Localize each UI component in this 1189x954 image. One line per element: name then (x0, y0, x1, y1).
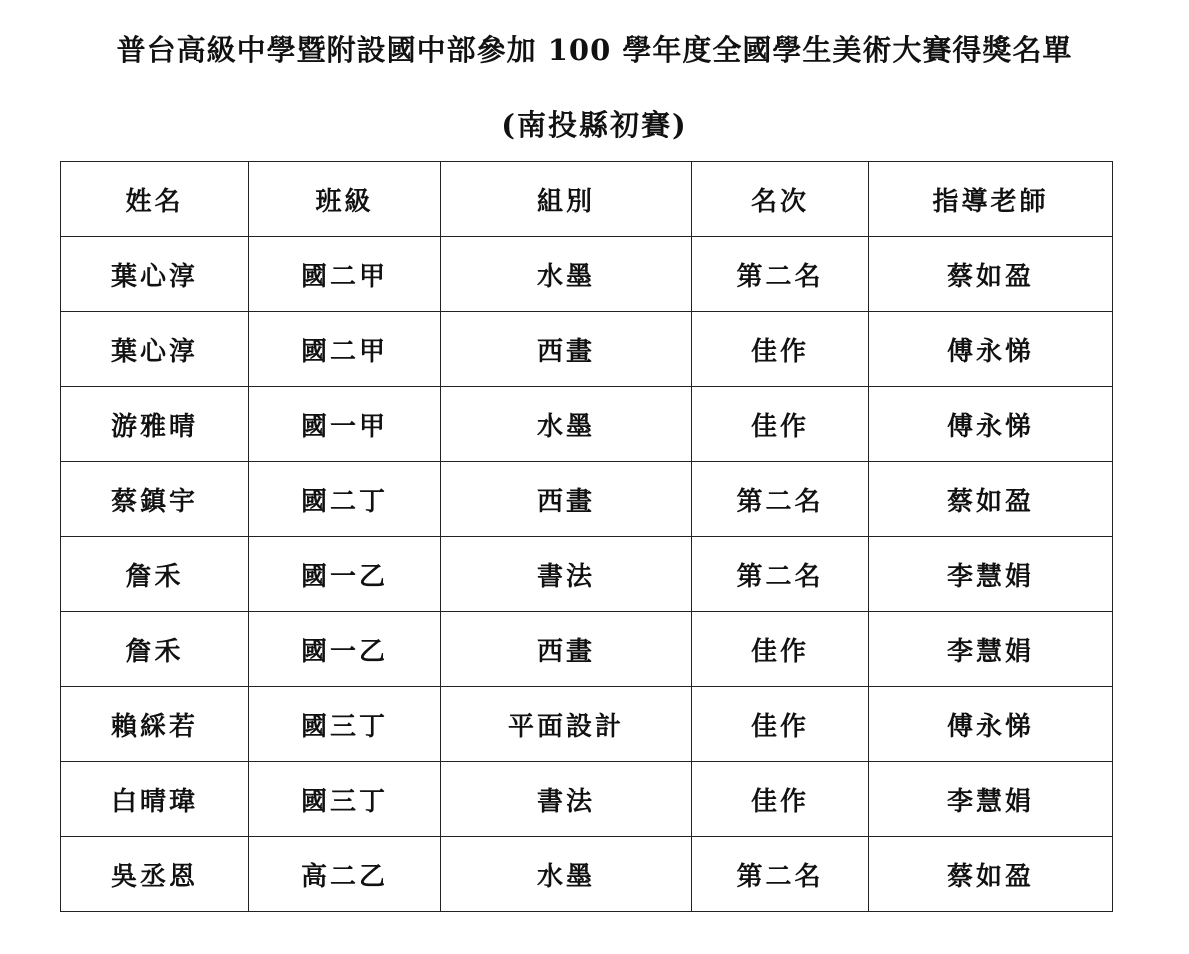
header-teacher: 指導老師 (869, 162, 1113, 237)
cell-category: 水墨 (441, 237, 692, 312)
cell-teacher: 李慧娟 (869, 762, 1113, 837)
cell-class: 國二丁 (249, 462, 441, 537)
cell-category: 書法 (441, 537, 692, 612)
cell-name: 游雅晴 (61, 387, 249, 462)
cell-category: 水墨 (441, 387, 692, 462)
table-header-row (61, 162, 1113, 237)
cell-name: 白晴瑋 (61, 762, 249, 837)
award-table (60, 161, 1113, 912)
header-class: 班級 (249, 162, 441, 237)
cell-class: 國二甲 (249, 312, 441, 387)
cell-name: 賴綵若 (61, 687, 249, 762)
cell-teacher: 傅永悌 (869, 687, 1113, 762)
cell-name: 葉心淳 (61, 237, 249, 312)
cell-teacher: 李慧娟 (869, 537, 1113, 612)
cell-rank: 第二名 (692, 837, 869, 912)
cell-rank: 佳作 (692, 687, 869, 762)
cell-rank: 第二名 (692, 462, 869, 537)
cell-category: 西畫 (441, 462, 692, 537)
table-row (61, 612, 1113, 687)
header-rank: 名次 (692, 162, 869, 237)
cell-teacher: 蔡如盈 (869, 462, 1113, 537)
cell-rank: 第二名 (692, 537, 869, 612)
cell-teacher: 蔡如盈 (869, 237, 1113, 312)
cell-class: 國一乙 (249, 612, 441, 687)
cell-class: 國一乙 (249, 537, 441, 612)
cell-teacher: 傅永悌 (869, 312, 1113, 387)
cell-teacher: 蔡如盈 (869, 837, 1113, 912)
table-row (61, 462, 1113, 537)
cell-class: 國一甲 (249, 387, 441, 462)
cell-name: 詹禾 (61, 537, 249, 612)
table-row (61, 237, 1113, 312)
cell-class: 國二甲 (249, 237, 441, 312)
table-row (61, 687, 1113, 762)
table-row (61, 387, 1113, 462)
cell-name: 詹禾 (61, 612, 249, 687)
cell-class: 國三丁 (249, 762, 441, 837)
cell-category: 水墨 (441, 837, 692, 912)
table-row (61, 312, 1113, 387)
cell-category: 西畫 (441, 612, 692, 687)
page-subtitle: (南投縣初賽) (501, 108, 688, 142)
cell-name: 蔡鎮宇 (61, 462, 249, 537)
cell-category: 平面設計 (441, 687, 692, 762)
page-title: 普台高級中學暨附設國中部參加 100 學年度全國學生美術大賽得獎名單 (116, 33, 1073, 67)
cell-category: 西畫 (441, 312, 692, 387)
cell-teacher: 傅永悌 (869, 387, 1113, 462)
cell-rank: 第二名 (692, 237, 869, 312)
cell-name: 吳丞恩 (61, 837, 249, 912)
header-name: 姓名 (61, 162, 249, 237)
cell-class: 國三丁 (249, 687, 441, 762)
cell-teacher: 李慧娟 (869, 612, 1113, 687)
cell-class: 高二乙 (249, 837, 441, 912)
cell-rank: 佳作 (692, 312, 869, 387)
cell-category: 書法 (441, 762, 692, 837)
table-row (61, 537, 1113, 612)
cell-rank: 佳作 (692, 762, 869, 837)
cell-rank: 佳作 (692, 612, 869, 687)
cell-name: 葉心淳 (61, 312, 249, 387)
header-category: 組別 (441, 162, 692, 237)
table-row (61, 837, 1113, 912)
cell-rank: 佳作 (692, 387, 869, 462)
table-row (61, 762, 1113, 837)
